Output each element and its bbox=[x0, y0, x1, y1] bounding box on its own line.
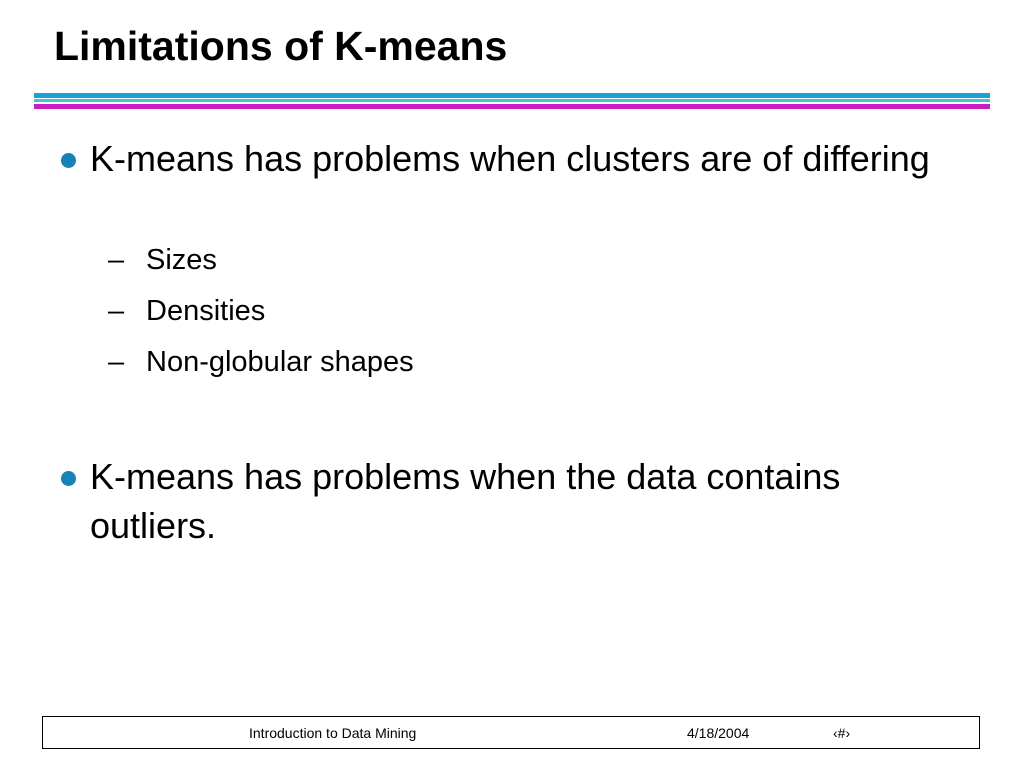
dash-icon: – bbox=[108, 295, 125, 327]
bullet-dot-icon bbox=[61, 471, 76, 486]
title-rule-band-top bbox=[34, 93, 990, 98]
bullet-item: K-means has problems when the data contains outliers. bbox=[90, 456, 841, 546]
sub-bullet-item bbox=[108, 344, 414, 380]
footer-title: Introduction to Data Mining bbox=[249, 725, 417, 741]
bullet-item: K-means has problems when clusters are of differing bbox=[90, 138, 930, 179]
sub-bullet-item bbox=[108, 242, 217, 278]
sub-bullet-label: Sizes bbox=[146, 244, 217, 276]
slide-title: Limitations of K-means bbox=[54, 23, 508, 69]
footer-date: 4/18/2004 bbox=[687, 725, 750, 741]
sub-bullet-label: Non-globular shapes bbox=[146, 346, 414, 378]
title-rule-band-middle bbox=[34, 99, 990, 102]
sub-bullet-item bbox=[108, 293, 265, 329]
footer-page-number: ‹#› bbox=[833, 725, 851, 741]
dash-icon: – bbox=[108, 244, 125, 276]
slide-footer bbox=[42, 716, 980, 749]
sub-bullet-label: Densities bbox=[146, 295, 266, 327]
title-rule-band-bottom bbox=[34, 104, 990, 109]
bullet-dot-icon bbox=[61, 153, 76, 168]
dash-icon: – bbox=[108, 346, 125, 378]
